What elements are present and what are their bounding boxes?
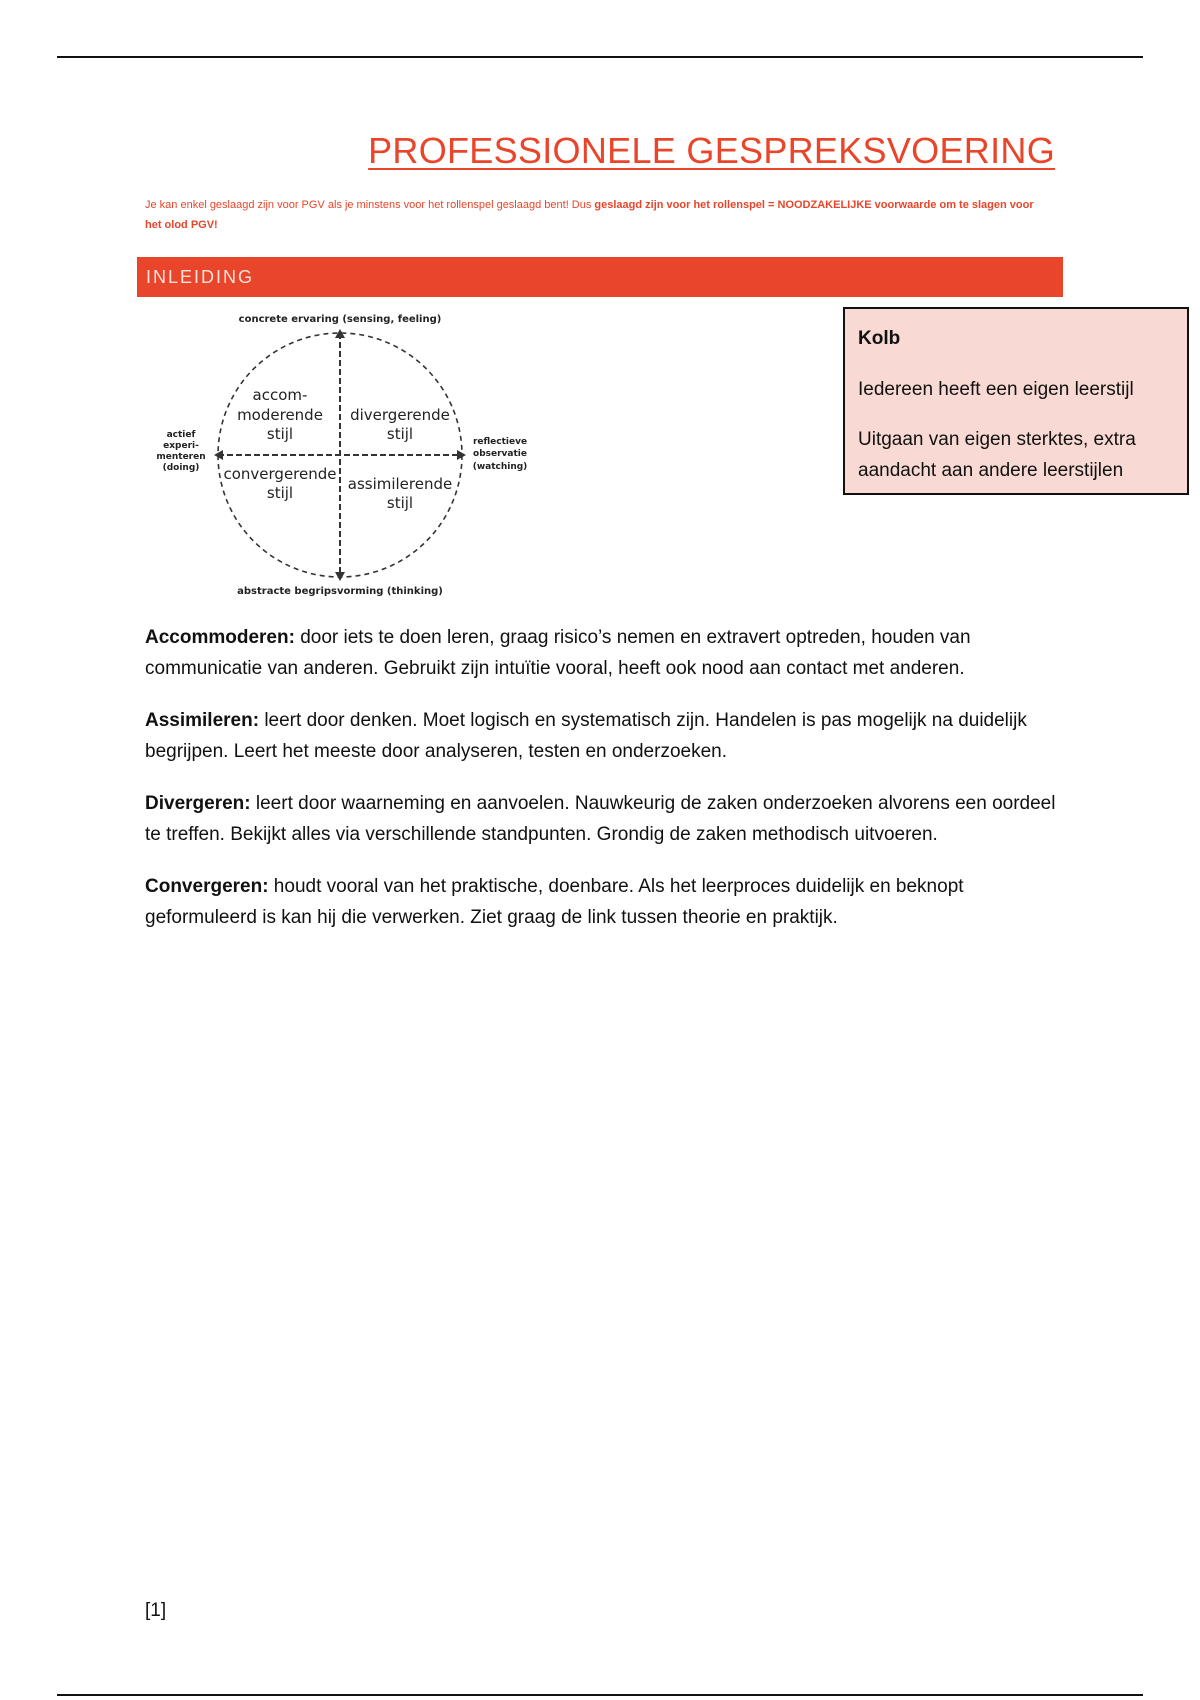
label-right-2: observatie bbox=[473, 449, 527, 459]
term-accommoderen: Accommoderen: bbox=[145, 627, 295, 648]
quadrant-bl-1: convergerende bbox=[223, 465, 337, 483]
text-divergeren: leert door waarneming en aanvoelen. Nauwkeurig de zaken onderzoeken alvorens een oordeel te treffen. Bekijkt alles via verschillende standpunten. Grondig de zaken methodisch uitvoeren. bbox=[145, 793, 1056, 845]
paragraph-divergeren bbox=[145, 788, 1065, 850]
section-heading-inleiding: INLEIDING bbox=[137, 257, 1063, 297]
term-convergeren: Convergeren: bbox=[145, 876, 269, 897]
learning-styles-text bbox=[145, 622, 1065, 954]
label-left-4: (doing) bbox=[162, 463, 200, 473]
label-left-2: experi- bbox=[163, 441, 199, 451]
bottom-rule bbox=[57, 1694, 1143, 1696]
quadrant-tl-2: moderende bbox=[237, 406, 323, 424]
kolb-box-line-1: Iedereen heeft een eigen leerstijl bbox=[858, 379, 1134, 400]
label-right-3: (watching) bbox=[472, 462, 528, 472]
kolb-box-title: Kolb bbox=[858, 328, 901, 349]
quadrant-tl-1: accom- bbox=[252, 386, 308, 404]
kolb-cycle-svg bbox=[145, 305, 535, 600]
quadrant-br-1: assimilerende bbox=[347, 475, 453, 493]
quadrant-tl-3: stijl bbox=[266, 425, 294, 443]
kolb-box-line-2: Uitgaan van eigen sterktes, extra aandacht aan andere leerstijlen bbox=[858, 429, 1136, 481]
paragraph-accommoderen bbox=[145, 622, 1065, 684]
requirement-notice bbox=[145, 195, 1045, 235]
term-divergeren: Divergeren: bbox=[145, 793, 251, 814]
label-left-3: menteren bbox=[156, 452, 206, 462]
quadrant-tr-1: divergerende bbox=[350, 406, 450, 424]
label-top: concrete ervaring (sensing, feeling) bbox=[238, 314, 442, 325]
arrow-bottom bbox=[335, 572, 345, 581]
notice-normal-text: Je kan enkel geslaagd zijn voor PGV als je minstens voor het rollenspel geslaagd bent! Dus bbox=[145, 199, 595, 211]
page-title: PROFESSIONELE GESPREKSVOERING bbox=[368, 130, 1055, 171]
term-assimileren: Assimileren: bbox=[145, 710, 260, 731]
kolb-diagram bbox=[145, 305, 535, 600]
text-assimileren: leert door denken. Moet logisch en systematisch zijn. Handelen is pas mogelijk na duidelijk begrijpen. Leert het meeste door analyseren, testen en onderzoeken. bbox=[145, 710, 1027, 762]
notice-bold-text: geslaagd zijn voor het rollenspel = NOODZAKELIJKE voorwaarde om te slagen voor het olod PGV! bbox=[145, 199, 1034, 231]
label-left-1: actief bbox=[166, 430, 196, 440]
footnote-marker[interactable]: [1] bbox=[145, 1600, 167, 1621]
paragraph-assimileren bbox=[145, 705, 1065, 767]
label-right-1: reflectieve bbox=[472, 437, 528, 447]
label-bottom: abstracte begripsvorming (thinking) bbox=[237, 586, 443, 597]
paragraph-convergeren bbox=[145, 871, 1065, 933]
quadrant-tr-2: stijl bbox=[386, 425, 414, 443]
text-accommoderen: door iets te doen leren, graag risico’s nemen en extravert optreden, houden van communicatie van anderen. Gebruikt zijn intuïtie vooral, heeft ook nood aan contact met anderen. bbox=[145, 627, 971, 679]
top-rule bbox=[57, 56, 1143, 58]
quadrant-bl-2: stijl bbox=[266, 484, 294, 502]
quadrant-br-2: stijl bbox=[386, 494, 414, 512]
kolb-callout-box bbox=[843, 307, 1189, 495]
text-convergeren: houdt vooral van het praktische, doenbare. Als het leerproces duidelijk en beknopt geformuleerd is kan hij die verwerken. Ziet graag de link tussen theorie en praktijk. bbox=[145, 876, 964, 928]
